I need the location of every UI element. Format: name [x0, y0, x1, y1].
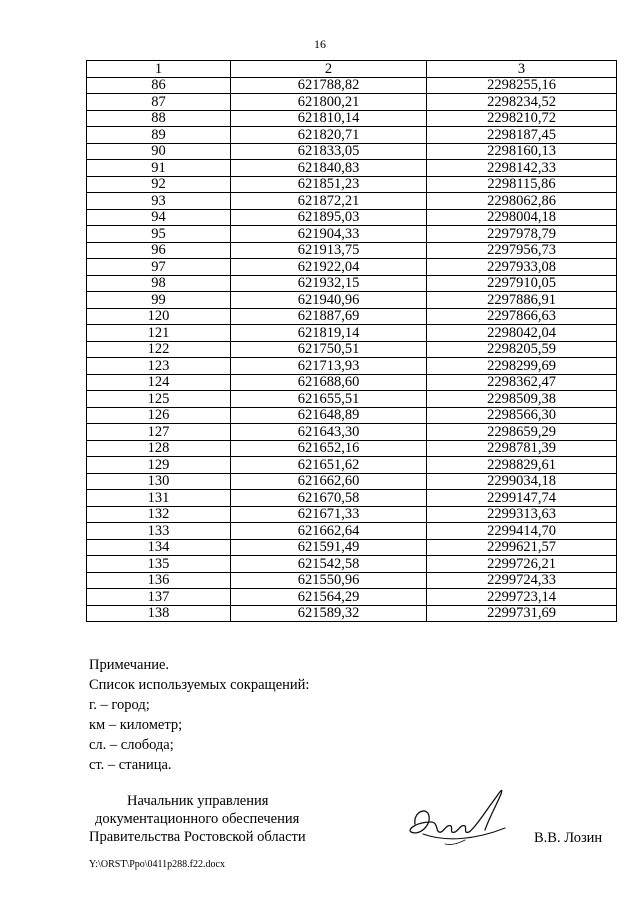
coordinates-table — [86, 60, 617, 622]
y-coordinate-cell: 2299414,70 — [427, 523, 617, 540]
x-coordinate-cell: 621550,96 — [231, 572, 427, 589]
x-coordinate-cell: 621788,82 — [231, 77, 427, 94]
signer-title-line: Правительства Ростовской области — [89, 829, 306, 845]
point-number-cell: 138 — [87, 605, 231, 622]
y-coordinate-cell: 2299724,33 — [427, 572, 617, 589]
point-number-cell: 122 — [87, 341, 231, 358]
point-number-cell: 132 — [87, 506, 231, 523]
y-coordinate-cell: 2298142,33 — [427, 160, 617, 177]
point-number-cell: 126 — [87, 407, 231, 424]
table-row — [87, 341, 617, 358]
table-row — [87, 226, 617, 243]
point-number-cell: 99 — [87, 292, 231, 309]
point-number-cell: 121 — [87, 325, 231, 342]
x-coordinate-cell: 621922,04 — [231, 259, 427, 276]
x-coordinate-cell: 621655,51 — [231, 391, 427, 408]
signer-title-line: документационного обеспечения — [95, 811, 300, 827]
x-coordinate-cell: 621589,32 — [231, 605, 427, 622]
y-coordinate-cell: 2299731,69 — [427, 605, 617, 622]
y-coordinate-cell: 2299723,14 — [427, 589, 617, 606]
point-number-cell: 89 — [87, 127, 231, 144]
point-number-cell: 120 — [87, 308, 231, 325]
point-number-cell: 98 — [87, 275, 231, 292]
point-number-cell: 136 — [87, 572, 231, 589]
point-number-cell: 124 — [87, 374, 231, 391]
x-coordinate-cell: 621810,14 — [231, 110, 427, 127]
table-body — [87, 77, 617, 622]
point-number-cell: 127 — [87, 424, 231, 441]
x-coordinate-cell: 621820,71 — [231, 127, 427, 144]
x-coordinate-cell: 621671,33 — [231, 506, 427, 523]
y-coordinate-cell: 2298210,72 — [427, 110, 617, 127]
y-coordinate-cell: 2298004,18 — [427, 209, 617, 226]
x-coordinate-cell: 621840,83 — [231, 160, 427, 177]
table-row — [87, 176, 617, 193]
y-coordinate-cell: 2298566,30 — [427, 407, 617, 424]
x-coordinate-cell: 621662,60 — [231, 473, 427, 490]
x-coordinate-cell: 621652,16 — [231, 440, 427, 457]
table-row — [87, 325, 617, 342]
x-coordinate-cell: 621662,64 — [231, 523, 427, 540]
file-path: Y:\ORST\Ppo\0411p288.f22.docx — [89, 859, 225, 870]
point-number-cell: 97 — [87, 259, 231, 276]
table-row — [87, 506, 617, 523]
point-number-cell: 135 — [87, 556, 231, 573]
table-row — [87, 572, 617, 589]
column-header: 1 — [87, 61, 231, 78]
y-coordinate-cell: 2298829,61 — [427, 457, 617, 474]
table-row — [87, 143, 617, 160]
y-coordinate-cell: 2298205,59 — [427, 341, 617, 358]
table-row — [87, 473, 617, 490]
x-coordinate-cell: 621670,58 — [231, 490, 427, 507]
y-coordinate-cell: 2297933,08 — [427, 259, 617, 276]
point-number-cell: 90 — [87, 143, 231, 160]
point-number-cell: 130 — [87, 473, 231, 490]
table-row — [87, 110, 617, 127]
page-number: 16 — [314, 37, 326, 51]
y-coordinate-cell: 2298659,29 — [427, 424, 617, 441]
signature-title-block — [89, 792, 306, 846]
y-coordinate-cell: 2298362,47 — [427, 374, 617, 391]
abbreviation-item: ст. – станица. — [89, 757, 172, 773]
y-coordinate-cell: 2298160,13 — [427, 143, 617, 160]
x-coordinate-cell: 621913,75 — [231, 242, 427, 259]
y-coordinate-cell: 2299147,74 — [427, 490, 617, 507]
y-coordinate-cell: 2299034,18 — [427, 473, 617, 490]
abbreviation-item: км – километр; — [89, 717, 183, 733]
y-coordinate-cell: 2298062,86 — [427, 193, 617, 210]
x-coordinate-cell: 621887,69 — [231, 308, 427, 325]
x-coordinate-cell: 621564,29 — [231, 589, 427, 606]
point-number-cell: 92 — [87, 176, 231, 193]
table-row — [87, 523, 617, 540]
table-row — [87, 292, 617, 309]
y-coordinate-cell: 2297910,05 — [427, 275, 617, 292]
y-coordinate-cell: 2298509,38 — [427, 391, 617, 408]
table-row — [87, 77, 617, 94]
point-number-cell: 87 — [87, 94, 231, 111]
y-coordinate-cell: 2299313,63 — [427, 506, 617, 523]
point-number-cell: 95 — [87, 226, 231, 243]
table-row — [87, 391, 617, 408]
notes-heading: Примечание. — [89, 657, 170, 673]
y-coordinate-cell: 2299621,57 — [427, 539, 617, 556]
x-coordinate-cell: 621819,14 — [231, 325, 427, 342]
abbreviation-item: г. – город; — [89, 697, 150, 713]
point-number-cell: 134 — [87, 539, 231, 556]
x-coordinate-cell: 621851,23 — [231, 176, 427, 193]
point-number-cell: 129 — [87, 457, 231, 474]
y-coordinate-cell: 2298115,86 — [427, 176, 617, 193]
point-number-cell: 96 — [87, 242, 231, 259]
table-row — [87, 209, 617, 226]
x-coordinate-cell: 621688,60 — [231, 374, 427, 391]
table-row — [87, 605, 617, 622]
x-coordinate-cell: 621895,03 — [231, 209, 427, 226]
handwritten-signature — [405, 782, 525, 850]
table-row — [87, 193, 617, 210]
x-coordinate-cell: 621648,89 — [231, 407, 427, 424]
table-row — [87, 127, 617, 144]
signer-name: В.В. Лозин — [534, 830, 603, 846]
y-coordinate-cell: 2298781,39 — [427, 440, 617, 457]
notes-section — [89, 655, 309, 775]
table-header-row — [87, 61, 617, 78]
x-coordinate-cell: 621542,58 — [231, 556, 427, 573]
abbreviations-title: Список используемых сокращений: — [89, 677, 310, 693]
y-coordinate-cell: 2297956,73 — [427, 242, 617, 259]
table-row — [87, 556, 617, 573]
table-row — [87, 457, 617, 474]
table-row — [87, 275, 617, 292]
y-coordinate-cell: 2299726,21 — [427, 556, 617, 573]
abbreviation-item: сл. – слобода; — [89, 737, 174, 753]
point-number-cell: 137 — [87, 589, 231, 606]
x-coordinate-cell: 621713,93 — [231, 358, 427, 375]
x-coordinate-cell: 621872,21 — [231, 193, 427, 210]
point-number-cell: 123 — [87, 358, 231, 375]
point-number-cell: 91 — [87, 160, 231, 177]
x-coordinate-cell: 621591,49 — [231, 539, 427, 556]
y-coordinate-cell: 2298234,52 — [427, 94, 617, 111]
x-coordinate-cell: 621800,21 — [231, 94, 427, 111]
y-coordinate-cell: 2297978,79 — [427, 226, 617, 243]
column-header: 3 — [427, 61, 617, 78]
table-row — [87, 308, 617, 325]
point-number-cell: 93 — [87, 193, 231, 210]
x-coordinate-cell: 621940,96 — [231, 292, 427, 309]
point-number-cell: 131 — [87, 490, 231, 507]
table-row — [87, 94, 617, 111]
signer-title-line: Начальник управления — [127, 793, 269, 809]
x-coordinate-cell: 621651,62 — [231, 457, 427, 474]
y-coordinate-cell: 2298187,45 — [427, 127, 617, 144]
table-row — [87, 358, 617, 375]
table-row — [87, 160, 617, 177]
table-row — [87, 589, 617, 606]
y-coordinate-cell: 2297866,63 — [427, 308, 617, 325]
table-row — [87, 374, 617, 391]
table-row — [87, 424, 617, 441]
point-number-cell: 133 — [87, 523, 231, 540]
y-coordinate-cell: 2298299,69 — [427, 358, 617, 375]
y-coordinate-cell: 2298042,04 — [427, 325, 617, 342]
x-coordinate-cell: 621833,05 — [231, 143, 427, 160]
column-header: 2 — [231, 61, 427, 78]
point-number-cell: 94 — [87, 209, 231, 226]
x-coordinate-cell: 621904,33 — [231, 226, 427, 243]
point-number-cell: 128 — [87, 440, 231, 457]
table-row — [87, 259, 617, 276]
x-coordinate-cell: 621932,15 — [231, 275, 427, 292]
point-number-cell: 125 — [87, 391, 231, 408]
table-row — [87, 490, 617, 507]
table-row — [87, 242, 617, 259]
y-coordinate-cell: 2297886,91 — [427, 292, 617, 309]
table-row — [87, 407, 617, 424]
table-row — [87, 440, 617, 457]
y-coordinate-cell: 2298255,16 — [427, 77, 617, 94]
x-coordinate-cell: 621643,30 — [231, 424, 427, 441]
point-number-cell: 86 — [87, 77, 231, 94]
point-number-cell: 88 — [87, 110, 231, 127]
table-row — [87, 539, 617, 556]
x-coordinate-cell: 621750,51 — [231, 341, 427, 358]
